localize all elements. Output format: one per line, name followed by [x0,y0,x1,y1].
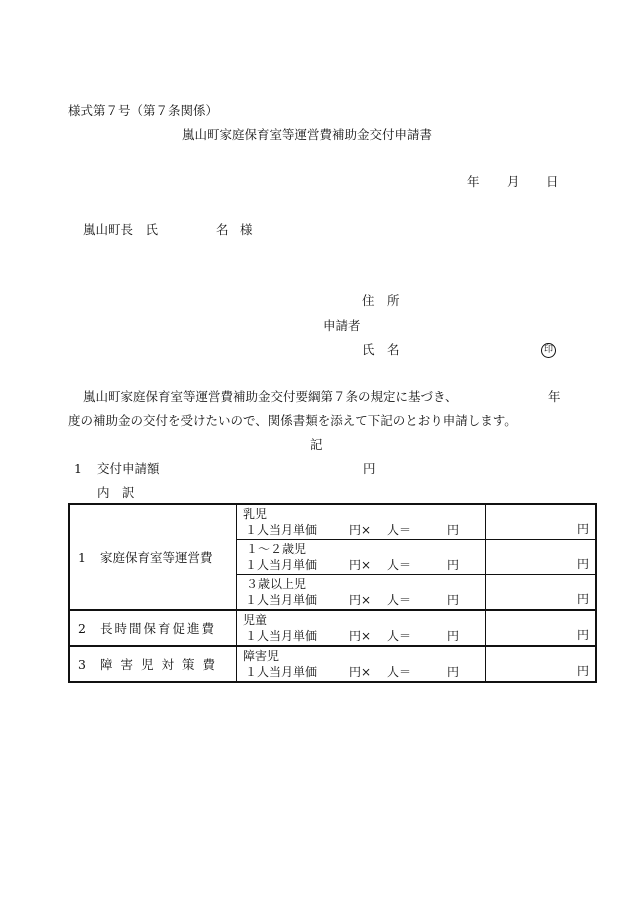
detail-cell [237,646,486,682]
formula-line: １人当月単価 円× 人＝ 円 [245,629,460,643]
addressee-honorific: 様 [240,222,253,237]
breakdown-table [68,503,597,683]
row-label: 乳児 [243,507,268,521]
detail-cell [237,540,486,575]
formula-line: １人当月単価 円× 人＝ 円 [245,558,460,572]
row-label: １～２歳児 [246,542,307,556]
applicant-address-label: 住 所 [362,293,400,308]
applicant-name-label: 氏 名 [362,342,400,357]
ki-label: 記 [310,437,323,452]
formula-line: １人当月単価 円× 人＝ 円 [245,523,460,537]
row-label: 障害児 [243,649,280,663]
total-cell: 円 [486,646,597,682]
date-year-label: 年 [467,174,480,189]
total-cell: 円 [486,504,597,540]
body-text-line2: 度の補助金の交付を受けたいので、関係書類を添えて下記のとおり申請します。 [68,413,517,428]
body-text-line1: 嵐山町家庭保育室等運営費補助金交付要綱第７条の規定に基づき、 [83,389,458,404]
table-row [69,610,596,646]
category-number: 2 [78,621,86,636]
item1-number: 1 [74,461,82,476]
formula-line: １人当月単価 円× 人＝ 円 [245,665,460,679]
item1-unit: 円 [363,461,376,476]
seal-text: 印 [541,343,556,358]
row-label: ３歳以上児 [246,577,307,591]
total-cell: 円 [486,575,597,611]
category-cell [69,646,237,682]
category-number: 3 [78,657,86,672]
body-text-year: 年 [548,389,561,404]
addressee-name: 嵐山町長 氏 [83,222,159,237]
detail-cell [237,575,486,611]
document-title: 嵐山町家庭保育室等運営費補助金交付申請書 [182,127,433,142]
category-label: 家庭保育室等運営費 [100,550,213,565]
total-cell: 円 [486,540,597,575]
applicant-label: 申請者 [323,318,361,333]
item1-label: 交付申請額 [97,461,160,476]
seal-mark [541,342,556,358]
table-row [69,504,596,540]
breakdown-label: 内 訳 [97,485,135,500]
category-label: 長時間保育促進費 [100,621,217,636]
table-row [69,646,596,682]
detail-cell [237,610,486,646]
category-label: 障害児対策費 [100,657,224,672]
category-cell [69,610,237,646]
row-label: 児童 [243,613,268,627]
category-number: 1 [78,550,86,565]
formula-line: １人当月単価 円× 人＝ 円 [245,593,460,607]
form-number: 様式第７号（第７条関係） [68,103,219,118]
total-cell: 円 [486,610,597,646]
date-month-label: 月 [507,174,520,189]
detail-cell [237,504,486,540]
date-day-label: 日 [546,174,559,189]
addressee-name-char: 名 [216,222,229,237]
category-cell [69,504,237,610]
